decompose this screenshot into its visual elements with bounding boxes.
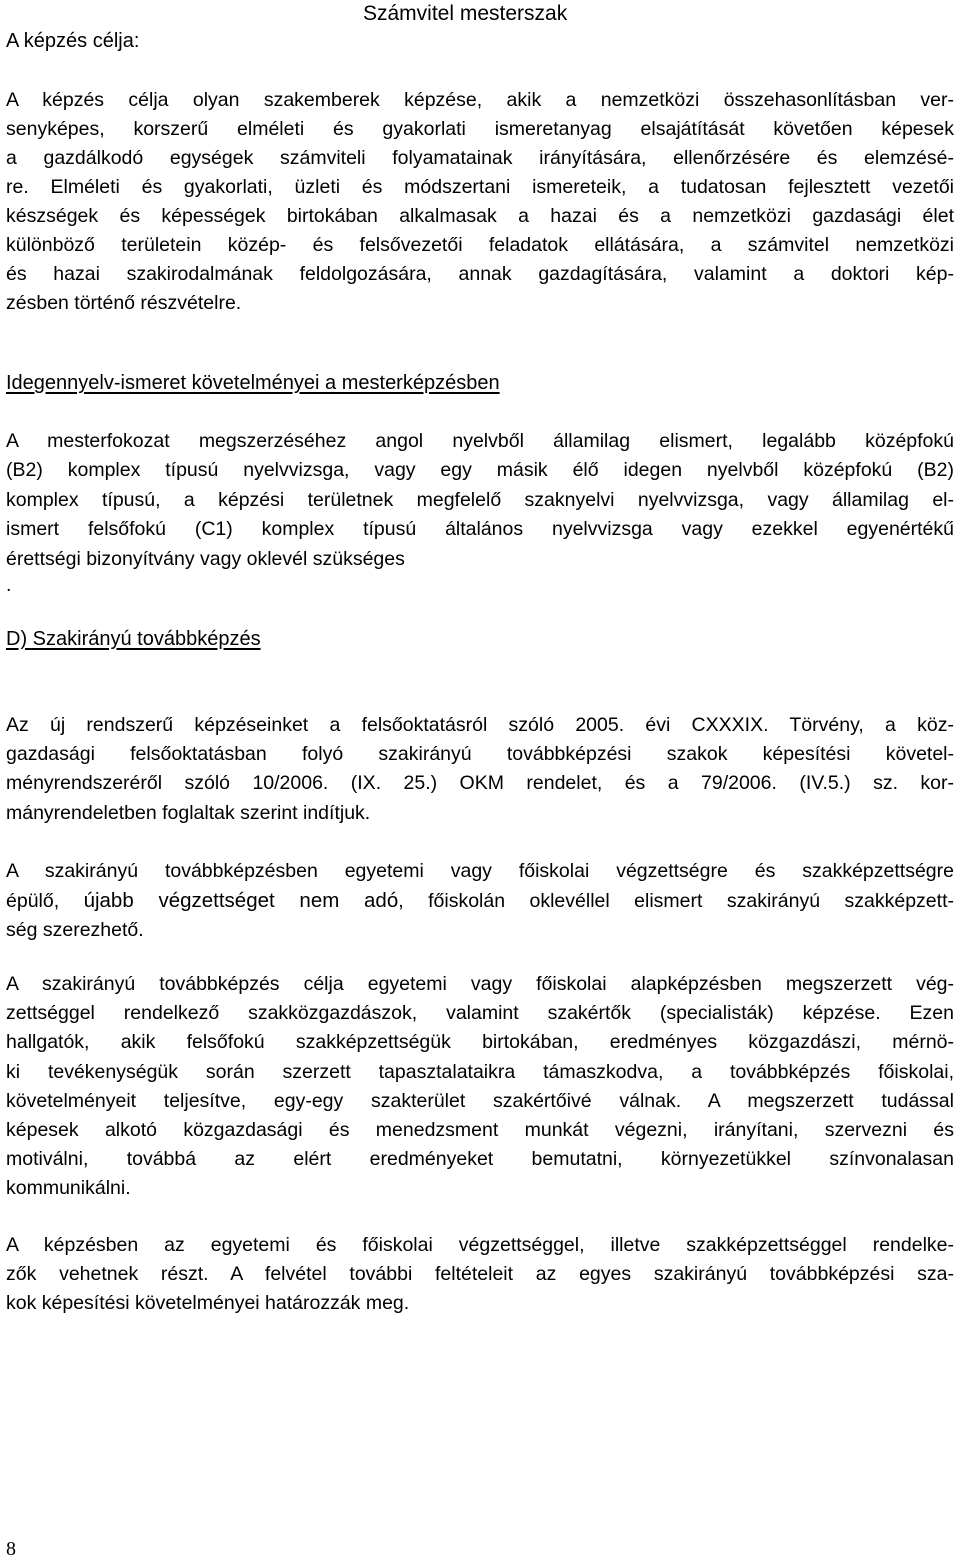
text-line: A képzésben az egyetemi és főiskolai végzettséggel, illetve szakképzettséggel rendelke-	[6, 1234, 954, 1256]
section-d-title: D) Szakirányú továbbképzés	[6, 628, 261, 650]
goal-paragraph	[6, 970, 954, 1204]
intro-paragraph	[6, 86, 954, 318]
text-line: gazdasági felsőoktatásban folyó szakirányú továbbképzési szakok képesítési követel-	[6, 743, 954, 766]
text-line: a gazdálkodó egységek számviteli folyamatainak irányítására, ellenőrzésére és elemzésé-	[6, 147, 954, 169]
text-line: és hazai szakirodalmának feldolgozására, annak gazdagítására, valamint a doktori kép-	[6, 263, 954, 285]
text-line: kok képesítési követelményei határozzák meg.	[6, 1292, 410, 1315]
trailing-dot: .	[6, 574, 12, 596]
text-line: ismert felsőfokú (C1) komplex típusú általános nyelvvizsga vagy ezekkel egyenértékű	[6, 518, 954, 541]
text-line: Az új rendszerű képzéseinket a felsőoktatásról szóló 2005. évi CXXXIX. Törvény, a köz-	[6, 714, 954, 736]
text-line: ség szerezhető.	[6, 919, 144, 942]
text-line: hallgatók, akik felsőfokú szakképzettségük birtokában, eredményes közgazdászi, mérnö-	[6, 1031, 954, 1054]
text-line: (B2) komplex típusú nyelvvizsga, vagy egy másik élő idegen nyelvből középfokú (B2)	[6, 459, 954, 482]
text-line: készségek és képességek birtokában alkalmasak a hazai és a nemzetközi gazdasági élet	[6, 205, 954, 227]
skill-paragraph	[6, 857, 954, 946]
text-line: zettséggel rendelkező szakközgazdászok, valamint szakértők (specialisták) képzése. Ezen	[6, 1002, 954, 1025]
text-line: A szakirányú továbbképzés célja egyetemi vagy főiskolai alapképzésben megszerzett vég-	[6, 973, 954, 995]
text-line: képesek alkotó közgazdasági és menedzsment munkát végezni, irányítani, szervezni és	[6, 1119, 954, 1142]
text-line: zők vehetnek részt. A felvétel további feltételeit az egyes szakirányú továbbképzési sza-	[6, 1263, 954, 1286]
text-line: A mesterfokozat megszerzéséhez angol nyelvből államilag elismert, legalább középfokú	[6, 430, 954, 452]
text-line: mányrendeletben foglaltak szerint indítjuk.	[6, 801, 371, 824]
language-paragraph	[6, 427, 954, 574]
text-line: komplex típusú, a képzési területnek megfelelő szaknyelvi nyelvvizsga, vagy államilag el-	[6, 488, 954, 511]
text-segment: épülő,	[6, 890, 84, 913]
text-line: érettségi bizonyítvány vagy oklevél szükséges	[6, 547, 405, 570]
text-line: A képzés célja olyan szakemberek képzése, akik a nemzetközi összehasonlításban ver-	[6, 89, 954, 111]
text-line: ki tevékenységük során szerzett tapasztalataikra támaszkodva, a továbbképzés főiskolai,	[6, 1060, 954, 1083]
text-line	[6, 886, 954, 916]
text-segment: , főiskolán oklevéllel elismert szakirányú szakképzett-	[398, 890, 954, 913]
law-paragraph	[6, 711, 954, 828]
admission-paragraph	[6, 1231, 954, 1319]
goal-heading: A képzés célja:	[6, 30, 140, 52]
text-line: ményrendszeréről szóló 10/2006. (IX. 25.) OKM rendelet, és a 79/2006. (IV.5.) sz. kor-	[6, 772, 954, 795]
text-line: különböző területein közép- és felsővezetői feladatok ellátására, a számvitel nemzetközi	[6, 234, 954, 256]
text-line: A szakirányú továbbképzésben egyetemi vagy főiskolai végzettségre és szakképzettségre	[6, 860, 954, 882]
emphasized-text: újabb végzettséget nem adó	[83, 889, 399, 913]
language-section-title: Idegennyelv-ismeret követelményei a mesterképzésben	[6, 372, 500, 394]
text-line: követelményeit teljesítve, egy-egy szakterület szakértőivé válnak. A megszerzett tudással	[6, 1089, 954, 1112]
text-line: senyképes, korszerű elméleti és gyakorlati ismeretanyag elsajátítását követően képesek	[6, 118, 954, 140]
text-line: zésben történő részvételre.	[6, 292, 242, 314]
page-number: 8	[6, 1538, 16, 1560]
text-line: re. Elméleti és gyakorlati, üzleti és módszertani ismereteik, a tudatosan fejlesztett vezetői	[6, 176, 954, 198]
text-line: motiválni, továbbá az elért eredményeket bemutatni, környezetükkel színvonalasan	[6, 1148, 954, 1171]
program-title: Számvitel mesterszak	[363, 2, 568, 25]
text-line: kommunikálni.	[6, 1177, 131, 1200]
